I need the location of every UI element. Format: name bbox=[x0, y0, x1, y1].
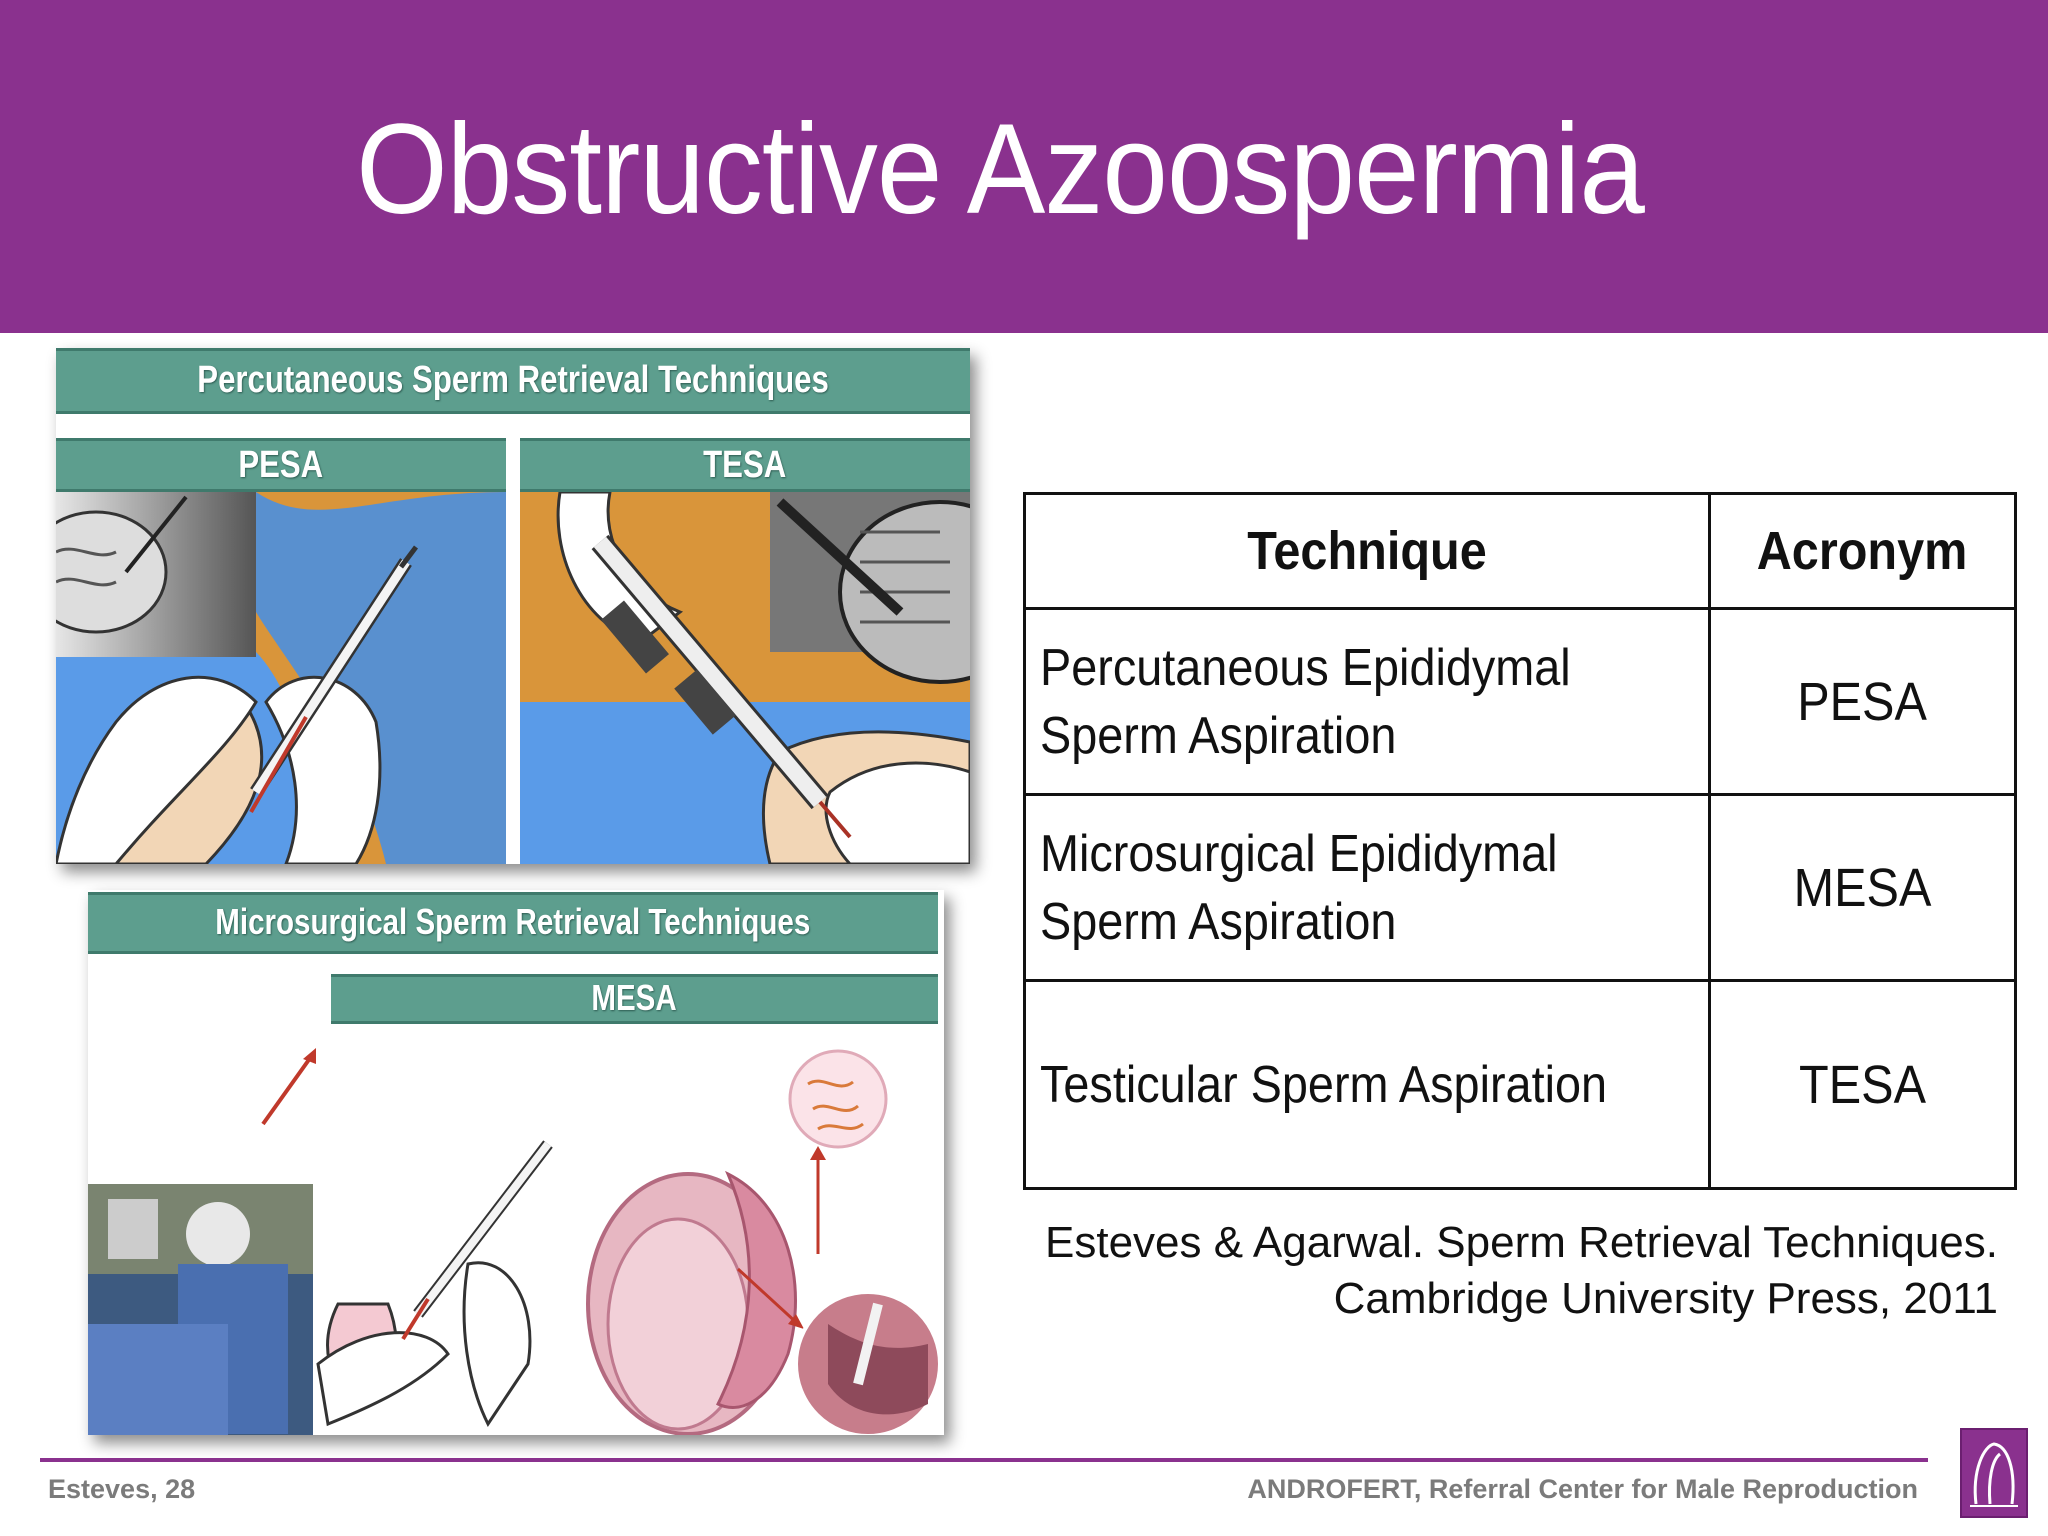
citation-line-1: Esteves & Agarwal. Sperm Retrieval Techniques. bbox=[1045, 1218, 1998, 1267]
header-acronym: Acronym bbox=[1710, 494, 2016, 609]
pesa-illustration bbox=[56, 492, 506, 864]
technique-cell: Microsurgical Epididymal Sperm Aspiration bbox=[1025, 795, 1710, 981]
technique-cell: Testicular Sperm Aspiration bbox=[1025, 981, 1710, 1189]
footer-institution: ANDROFERT, Referral Center for Male Reproduction bbox=[1247, 1474, 1918, 1504]
header-technique: Technique bbox=[1025, 494, 1710, 609]
acronym-cell: PESA bbox=[1710, 609, 2016, 795]
microsurgical-header: Microsurgical Sperm Retrieval Techniques bbox=[88, 892, 938, 954]
footer-author-page: Esteves, 28 bbox=[48, 1474, 196, 1504]
slide-title: Obstructive Azoospermia bbox=[356, 98, 1644, 241]
pesa-label: PESA bbox=[56, 438, 506, 492]
mesa-label: MESA bbox=[331, 974, 938, 1024]
table-header-row bbox=[1025, 494, 2016, 609]
microsurgical-figure bbox=[88, 890, 944, 1435]
techniques-table bbox=[1023, 492, 2017, 1190]
logo-mark-icon bbox=[1962, 1430, 2026, 1516]
mesa-illustration bbox=[88, 1024, 944, 1435]
tesa-label: TESA bbox=[520, 438, 970, 492]
citation bbox=[1045, 1215, 1998, 1327]
footer-divider bbox=[40, 1458, 1928, 1462]
acronym-cell: MESA bbox=[1710, 795, 2016, 981]
percutaneous-figure bbox=[56, 348, 970, 864]
acronym-cell: TESA bbox=[1710, 981, 2016, 1189]
table-row bbox=[1025, 795, 2016, 981]
table-row bbox=[1025, 981, 2016, 1189]
technique-cell: Percutaneous Epididymal Sperm Aspiration bbox=[1025, 609, 1710, 795]
table-row bbox=[1025, 609, 2016, 795]
tesa-illustration bbox=[520, 492, 970, 864]
percutaneous-header: Percutaneous Sperm Retrieval Techniques bbox=[56, 348, 970, 414]
androfert-logo bbox=[1960, 1428, 2028, 1518]
citation-line-2: Cambridge University Press, 2011 bbox=[1333, 1274, 1998, 1323]
